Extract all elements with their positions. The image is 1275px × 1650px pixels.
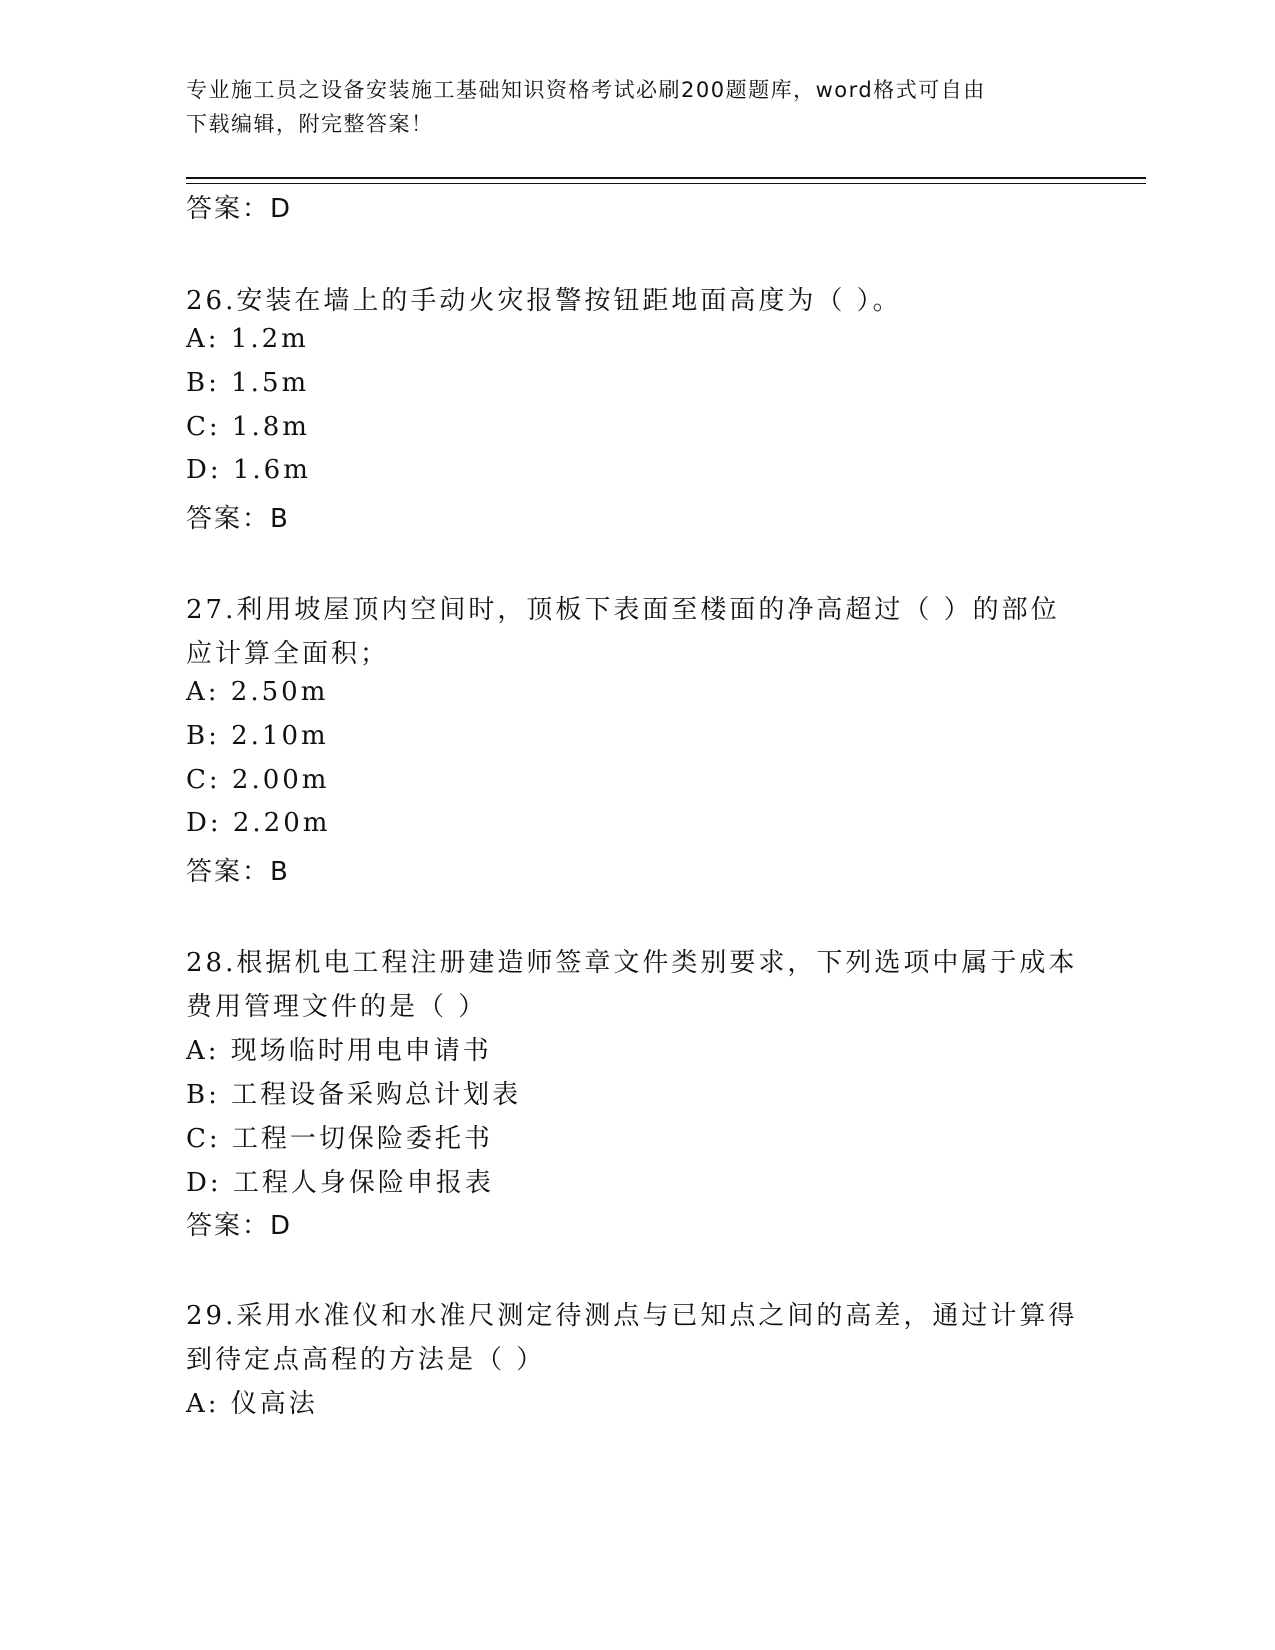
header-rule-thin [186,183,1146,184]
question-28-option-b: B: 工程设备采购总计划表 [186,1080,522,1110]
answer-25: 答案：D [186,194,293,224]
question-26-option-d: D: 1.6m [186,455,311,485]
question-28-option-d: D: 工程人身保险申报表 [186,1168,494,1198]
question-26-option-b: B: 1.5m [186,368,310,398]
question-27-option-b: B: 2.10m [186,721,329,751]
question-27-text-line-2: 应计算全面积； [186,639,390,669]
question-29-text-line-1: 29.采用水准仪和水准尺测定待测点与已知点之间的高差，通过计算得 [186,1301,1078,1331]
question-28-text-line-1: 28.根据机电工程注册建造师签章文件类别要求，下列选项中属于成本 [186,948,1078,978]
question-28-option-c: C: 工程一切保险委托书 [186,1124,493,1154]
question-28-answer: 答案：D [186,1211,293,1241]
header-line-1: 专业施工员之设备安装施工基础知识资格考试必刷200题题库，word格式可自由 [186,78,986,102]
question-26-answer: 答案：B [186,504,290,534]
question-27-option-a: A: 2.50m [186,677,329,707]
document-header [186,73,1066,141]
header-rule-thick [186,177,1146,179]
question-26-text: 26.安装在墙上的手动火灾报警按钮距地面高度为（ ）。 [186,286,902,316]
question-27-text-line-1: 27.利用坡屋顶内空间时，顶板下表面至楼面的净高超过（ ）的部位 [186,595,1060,625]
question-28-option-a: A: 现场临时用电申请书 [186,1036,492,1066]
question-27-answer: 答案：B [186,857,290,887]
question-29-text-line-2: 到待定点高程的方法是（ ） [186,1345,546,1375]
question-28-text-line-2: 费用管理文件的是（ ） [186,992,488,1022]
question-26-option-c: C: 1.8m [186,412,310,442]
question-26-option-a: A: 1.2m [186,324,309,354]
question-27-option-c: C: 2.00m [186,765,330,795]
header-line-2: 下载编辑，附完整答案！ [186,112,434,136]
question-29-option-a: A: 仪高法 [186,1389,318,1419]
question-27-option-d: D: 2.20m [186,808,331,838]
